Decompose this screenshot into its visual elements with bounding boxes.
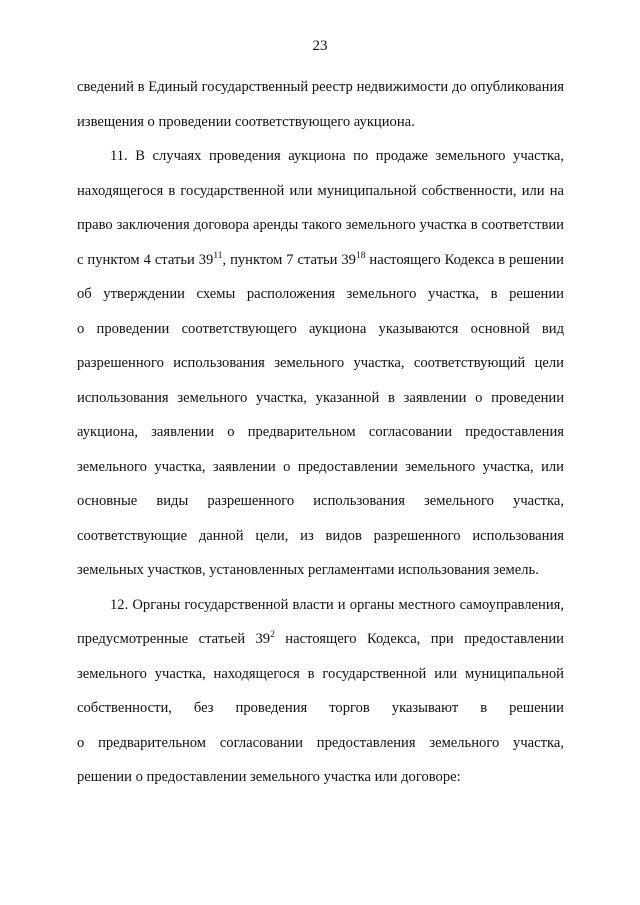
superscript: 11 [213, 250, 223, 261]
text-line: основные виды разрешенного использования земельного участка, [77, 493, 564, 509]
text-line: находящегося в государственной или муниципальной собственности, или на [77, 182, 564, 199]
paragraph-12-first-line: 12. Органы государственной власти и органы местного самоуправления, [110, 596, 564, 613]
text-line: аукциона, заявлении о предварительном согласовании предоставления [77, 424, 564, 440]
text-line: право заключения договора аренды такого земельного участка в соответствии [77, 217, 564, 233]
text-line: о проведении соответствующего аукциона указываются основной вид [77, 320, 564, 337]
text-line: использования земельного участка, указанной в заявлении о проведении [77, 389, 564, 406]
text-line: собственности, без проведения торгов указывают в решении [77, 700, 564, 716]
text-line: земельных участков, установленных регламентами использования земель. [77, 562, 539, 578]
text-line: о предварительном согласовании предоставления земельного участка, [77, 734, 564, 751]
document-body [77, 70, 564, 795]
text-line: земельного участка, заявлении о предоставлении земельного участка, или [77, 458, 564, 475]
text-line: соответствующие данной цели, из видов разрешенного использования [77, 527, 564, 544]
text-fragment: настоящего Кодекса в решении [365, 251, 564, 268]
superscript: 2 [270, 630, 275, 640]
text-line: разрешенного использования земельного участка, соответствующий цели [77, 355, 564, 371]
text-line-with-superscripts [77, 243, 564, 278]
text-fragment: с пунктом 4 статьи 39 [77, 251, 214, 268]
text-fragment: предусмотренные статьей 39 [77, 631, 271, 647]
page-number: 23 [312, 38, 328, 54]
text-line: решении о предоставлении земельного участка или договоре: [77, 769, 461, 785]
text-fragment: настоящего Кодекса, при предоставлении [274, 631, 564, 647]
text-line-with-superscript [77, 622, 564, 657]
text-line: земельного участка, находящегося в государственной или муниципальной [77, 665, 564, 682]
text-fragment: , пунктом 7 статьи 39 [222, 251, 356, 268]
text-line: извещения о проведении соответствующего аукциона. [77, 113, 415, 130]
paragraph-11-first-line: 11. В случаях проведения аукциона по продаже земельного участка, [110, 148, 564, 164]
text-line: сведений в Единый государственный реестр недвижимости до опубликования [77, 79, 564, 95]
text-line: об утверждении схемы расположения земельного участка, в решении [77, 286, 564, 302]
superscript: 18 [355, 250, 366, 261]
